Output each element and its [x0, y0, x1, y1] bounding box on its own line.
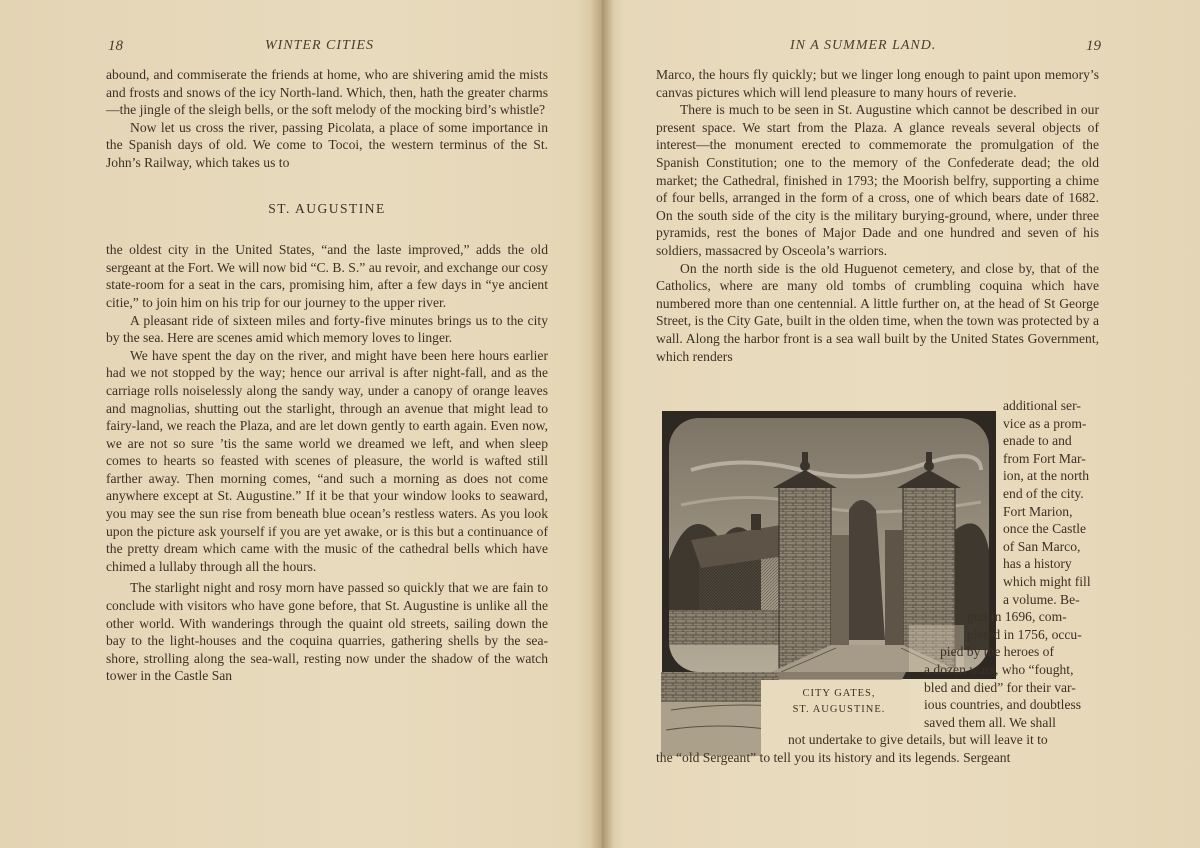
wrap-line: Fort Marion,: [1003, 503, 1073, 519]
closing-line: not undertake to give details, but will leave it to: [788, 732, 1048, 748]
wrap-line: gun in 1696, com-: [967, 609, 1067, 625]
left-page-number: 18: [108, 38, 123, 54]
wrap-line: pleted in 1756, occu-: [967, 626, 1082, 642]
book-gutter: [590, 0, 614, 848]
wrap-line: from Fort Mar-: [1003, 450, 1086, 466]
wrap-line: enade to and: [1003, 433, 1072, 449]
wrap-line: a dozen wars, who “fought,: [924, 662, 1074, 677]
wrap-line: end of the city.: [1003, 486, 1084, 501]
right-page-body: [656, 66, 1099, 365]
right-paragraph-1: Marco, the hours fly quickly; but we linger long enough to paint upon memory’s canvas pictures which will lend pleasure to many hours of reverie.: [656, 67, 1099, 100]
section-heading: ST. AUGUSTINE: [268, 200, 386, 216]
wrap-line: once the Castle: [1003, 521, 1087, 537]
wrap-line: bled and died” for their var-: [924, 679, 1076, 695]
left-paragraph-4: A pleasant ride of sixteen miles and forty-five minutes brings us to the city by the sea. Here are scenes amid which memory loves to linger.: [106, 312, 548, 346]
wrap-line: ion, at the north: [1003, 468, 1090, 484]
left-running-head: WINTER CITIES: [265, 38, 375, 53]
wrap-line: a volume. Be-: [1003, 591, 1080, 607]
left-paragraph-6: The starlight night and rosy morn have passed so quickly that we are fain to conclude with visitors who have gone before, that St. Augustine is unlike all the other world. With wanderings through the quaint old streets, sailing down the bay to the light-houses and the coquina quarries, gathering shells by the sea-shore, strolling along the sea-wall, resting now under the shadow of the watch tower in the Castle San: [106, 580, 548, 684]
wrap-line: pied by the heroes of: [940, 644, 1055, 660]
right-paragraph-2: There is much to be seen in St. Augustine which cannot be described in our present space. We start from the Plaza. A glance reveals several objects of interest—the monument erected to commemorate the promulgation of the Spanish Constitution; one to the memory of the Confederate dead; the old market; the Cathedral, finished in 1793; the Moorish belfry, supporting a chime of four bells, arranged in the form of a cross, one of which bears date of 1682. On the south side of the city is the military burying-ground, where, under three pyramids, rest the bones of Major Dade and one hundred and seven of his soldiers, massacred by Osceola’s warriors.: [656, 102, 1099, 258]
right-running-head: IN A SUMMER LAND.: [790, 38, 937, 53]
wrap-line: saved them all. We shall: [924, 714, 1056, 730]
illustration-caption: [776, 686, 902, 718]
caption-line-1: CITY GATES,: [802, 688, 876, 699]
right-page-number: 19: [1086, 38, 1101, 54]
closing-line: the “old Sergeant” to tell you its history and its legends. Sergeant: [656, 750, 1011, 765]
left-paragraph-5: We have spent the day on the river, and might have been here hours earlier had we not stopped by the way; hence our arrival is after night-fall, and as the carriage rolls noiselessly along the sandy way, under a canopy of orange leaves and magnolias, shutting out the starlight, through an avenue that might lead to fairy-land, we reach the Plaza, and are let down gently to earth again. Even now, we are not so sure ’tis the same world we dreamed we left, and when sleep comes to hearts so feasted with scenes of pleasure, the world is wafted still farther away. Then morning comes, “and such a morning as does not come anywhere except at St. Augustine.” If it be that your window looks to seaward, you may see the sun rise from beneath blue ocean’s restless waters. As you look upon the picture ask yourself if you are yet awake, or is this but a continuance of the pretty dream which came with the music of the cathedral bells which have chimed a lullaby through all the hours.: [106, 347, 548, 574]
wrap-line: additional ser-: [1003, 398, 1081, 413]
left-paragraph-2: Now let us cross the river, passing Picolata, a place of some importance in the Spanish days of old. We come to Tocoi, the western terminus of the St. John’s Railway, which takes us to: [106, 119, 548, 170]
wrap-line: ious countries, and doubtless: [924, 697, 1082, 713]
left-page: [0, 0, 590, 848]
right-paragraph-3: On the north side is the old Huguenot cemetery, and close by, that of the Catholics, where are many old tombs of crumbling coquina which have numbered more than one centennial. A little further on, at the head of St George Street, is the City Gate, built in the olden time, when the town was protected by a wall. Along the harbor front is a sea wall built by the United States Government, which renders: [656, 260, 1099, 364]
wrap-line: has a history: [1003, 556, 1072, 572]
wrap-line: which might fill: [1003, 574, 1091, 589]
left-paragraph-1: abound, and commiserate the friends at home, who are shivering amid the mists and frosts and snows of the icy North-land. Which, then, hath the greater charms—the jingle of the sleigh bells, or the soft melody of the mocking bird’s whistle?: [106, 67, 548, 118]
left-paragraph-3: the oldest city in the United States, “and the laste improved,” adds the old sergeant at the Fort. We will now bid “C. B. S.” au revoir, and exchange our cosy state-room for a seat in the cars, promising him, after a few days in “ye ancient citie,” to join him on his trip for our journey to the upper river.: [106, 242, 548, 310]
wrap-line: vice as a prom-: [1003, 415, 1087, 431]
wrap-line: of San Marco,: [1003, 538, 1081, 554]
left-page-body: [106, 66, 548, 685]
caption-line-2: ST. AUGUSTINE.: [792, 704, 886, 715]
